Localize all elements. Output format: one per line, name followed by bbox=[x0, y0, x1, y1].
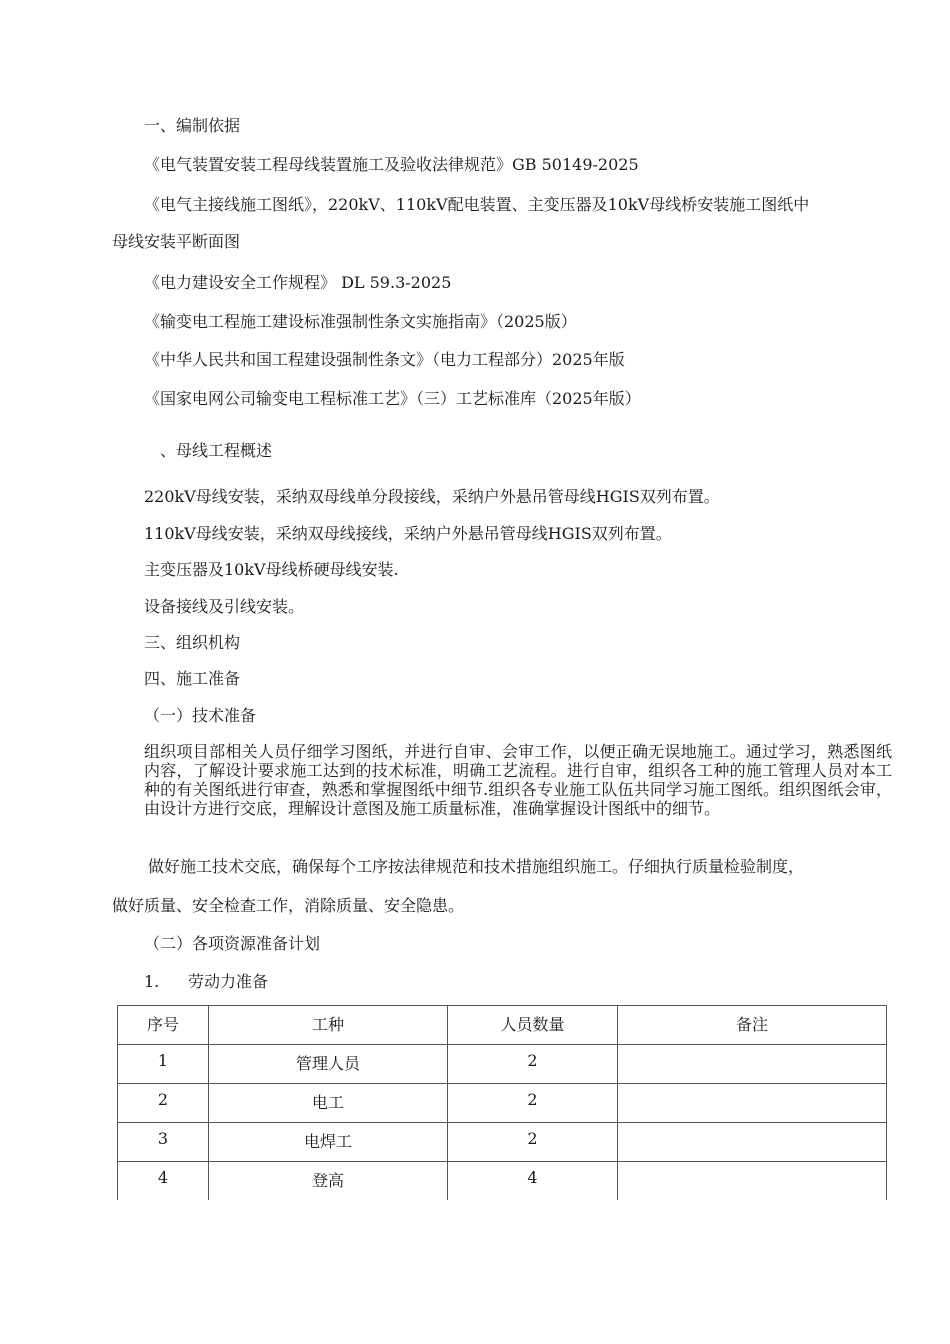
table-row bbox=[118, 1084, 887, 1123]
basis-item-continuation: 母线安装平断面图 bbox=[112, 232, 241, 251]
overview-heading: 、母线工程概述 bbox=[160, 441, 273, 460]
table-cell: 3 bbox=[118, 1123, 209, 1162]
basis-item: 《电气装置安装工程母线装置施工及验收法律规范》GB 50149-2025 bbox=[144, 155, 639, 174]
table-header-row bbox=[118, 1006, 887, 1045]
overview-item: 110kV母线安装，采纳双母线接线，采纳户外悬吊管母线HGIS双列布置。 bbox=[144, 524, 672, 543]
column-header: 人员数量 bbox=[448, 1006, 618, 1045]
column-header: 备注 bbox=[618, 1006, 887, 1045]
overview-item: 主变压器及10kV母线桥硬母线安装. bbox=[144, 560, 399, 579]
table-row bbox=[118, 1123, 887, 1162]
column-header: 工种 bbox=[209, 1006, 448, 1045]
table-cell: 2 bbox=[118, 1084, 209, 1123]
table-cell: 4 bbox=[118, 1162, 209, 1201]
labor-heading: 劳动力准备 bbox=[188, 972, 269, 991]
table-cell: 登高 bbox=[209, 1162, 448, 1201]
org-heading: 三、组织机构 bbox=[144, 633, 241, 652]
table-cell: 1 bbox=[118, 1045, 209, 1084]
table-cell bbox=[618, 1045, 887, 1084]
basis-item: 《输变电工程施工建设标准强制性条文实施指南》（2025版） bbox=[144, 312, 577, 331]
table-cell bbox=[618, 1084, 887, 1123]
table-cell: 4 bbox=[448, 1162, 618, 1201]
basis-item: 《电力建设安全工作规程》 DL 59.3-2025 bbox=[144, 273, 452, 292]
basis-heading: 一、编制依据 bbox=[144, 116, 241, 135]
table-cell bbox=[618, 1123, 887, 1162]
table-cell: 2 bbox=[448, 1045, 618, 1084]
tech-paragraph-2-line2: 做好质量、安全检查工作，消除质量、安全隐患。 bbox=[112, 896, 465, 915]
prep-heading: 四、施工准备 bbox=[144, 669, 241, 688]
table-row bbox=[118, 1045, 887, 1084]
overview-item: 220kV母线安装，采纳双母线单分段接线，采纳户外悬吊管母线HGIS双列布置。 bbox=[144, 487, 720, 506]
table-cell: 电工 bbox=[209, 1084, 448, 1123]
labor-table bbox=[117, 1005, 887, 1200]
labor-heading-number: 1. bbox=[144, 972, 160, 991]
tech-paragraph-2-line1: 做好施工技术交底，确保每个工序按法律规范和技术措施组织施工。仔细执行质量检验制度， bbox=[148, 857, 805, 876]
table-cell: 电焊工 bbox=[209, 1123, 448, 1162]
basis-item: 《国家电网公司输变电工程标准工艺》（三）工艺标准库（2025年版） bbox=[144, 389, 641, 408]
tech-paragraph: 组织项目部相关人员仔细学习图纸，并进行自审、会审工作，以便正确无误地施工。通过学习，熟悉图纸内容，了解设计要求施工达到的技术标准，明确工艺流程。进行自审，组织各工种的施工管理人员对本工种的有关图纸进行审查，熟悉和掌握图纸中细节.组织各专业施工队伍共同学习施工图纸。组织图纸会审，由设计方进行交底，理解设计意图及施工质量标准，准确掌握设计图纸中的细节。 bbox=[144, 742, 892, 818]
table-cell: 2 bbox=[448, 1123, 618, 1162]
table-cell bbox=[618, 1162, 887, 1201]
overview-item: 设备接线及引线安装。 bbox=[144, 597, 305, 616]
resource-heading: （二）各项资源准备计划 bbox=[144, 934, 321, 953]
basis-item: 《中华人民共和国工程建设强制性条文》（电力工程部分）2025年版 bbox=[144, 350, 625, 369]
basis-item: 《电气主接线施工图纸》，220kV、110kV配电装置、主变压器及10kV母线桥安装施工图纸中 bbox=[144, 195, 810, 214]
table-row bbox=[118, 1162, 887, 1201]
column-header: 序号 bbox=[118, 1006, 209, 1045]
table-cell: 2 bbox=[448, 1084, 618, 1123]
tech-heading: （一）技术准备 bbox=[144, 706, 257, 725]
table-cell: 管理人员 bbox=[209, 1045, 448, 1084]
